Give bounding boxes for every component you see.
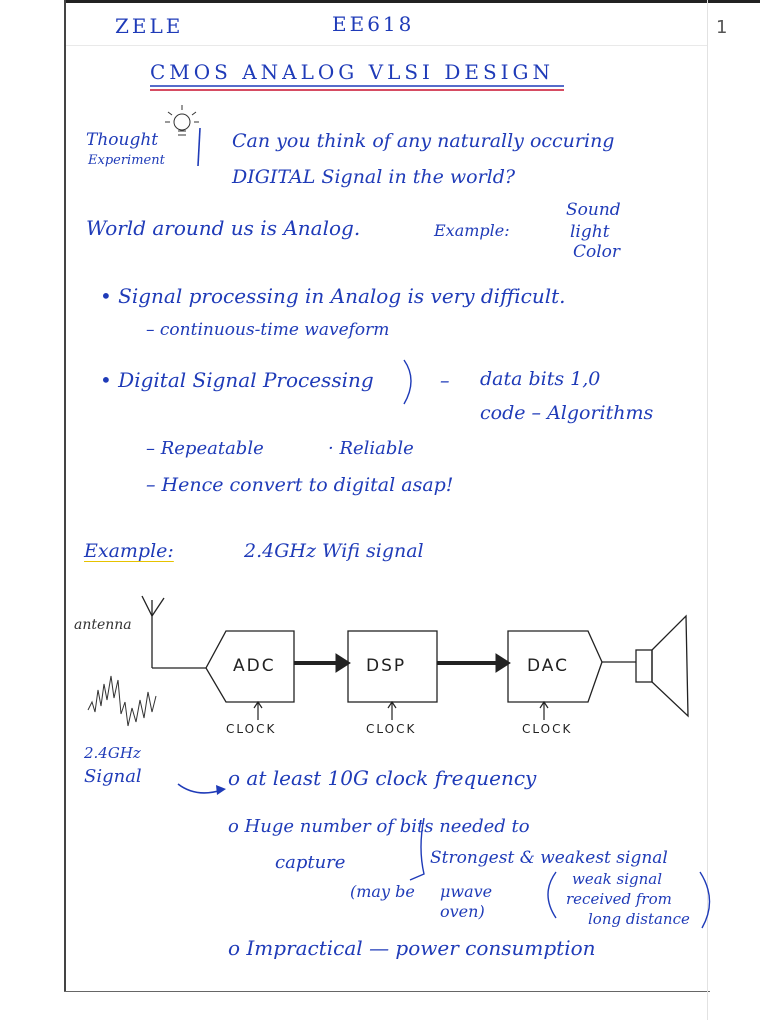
arrow-dsp-dac <box>437 654 510 672</box>
note-microwave: μwave <box>440 882 493 901</box>
lightbulb-icon <box>165 105 199 135</box>
bracket-weak-left <box>548 872 556 918</box>
bracket-weak-right <box>700 872 710 928</box>
signal-label: Signal <box>84 766 142 787</box>
note-weak-line-1: weak signal <box>572 870 663 888</box>
example-color: Color <box>573 242 621 262</box>
thought-question-line-2: DIGITAL Signal in the world? <box>232 166 516 188</box>
note-oven: oven) <box>440 902 485 921</box>
header-author: ZELE <box>115 14 184 38</box>
note-strongest-weakest: Strongest & weakest signal <box>430 848 668 868</box>
bullet-convert: – Hence convert to digital asap! <box>146 474 454 496</box>
example-sound: Sound <box>566 200 621 220</box>
adc-label: ADC <box>233 656 276 676</box>
world-example-label: Example: <box>434 221 510 240</box>
note-maybe: (may be <box>350 882 415 901</box>
bullet-analog-sub: – continuous-time waveform <box>146 320 390 340</box>
title-underline <box>150 86 564 90</box>
antenna-label: antenna <box>74 617 132 633</box>
adc-clock-label: CLOCK <box>226 722 277 736</box>
note-weak-line-2: received from <box>566 890 672 908</box>
dac-clock-label: CLOCK <box>522 722 573 736</box>
bullet-analog: • Signal processing in Analog is very difficult. <box>100 284 566 308</box>
signal-waveform-icon <box>88 676 156 726</box>
digital-detail-algorithms: code – Algorithms <box>480 402 654 424</box>
arrow-adc-dsp <box>294 654 350 672</box>
bullet-repeatable: – Repeatable <box>146 438 264 459</box>
example-light: light <box>570 222 610 242</box>
note-clock-frequency: o at least 10G clock frequency <box>228 766 537 790</box>
note-bits-needed: o Huge number of bits needed to <box>228 816 530 837</box>
bullet-digital-dash: – <box>440 370 450 392</box>
page-title: CMOS ANALOG VLSI DESIGN <box>150 60 555 84</box>
dsp-label: DSP <box>366 656 407 676</box>
header-course: EE618 <box>332 12 415 36</box>
digital-detail-bits: data bits 1,0 <box>480 368 601 390</box>
thought-divider <box>198 128 200 166</box>
note-weak-line-3: long distance <box>588 910 690 928</box>
bracket-dsp <box>404 360 411 404</box>
thought-label-1: Thought <box>86 130 159 150</box>
thought-label-2: Experiment <box>88 153 165 168</box>
clock-arrows <box>254 702 548 720</box>
dsp-clock-label: CLOCK <box>366 722 417 736</box>
thought-question-line-1: Can you think of any naturally occuring <box>232 130 615 152</box>
bullet-digital: • Digital Signal Processing <box>100 368 374 392</box>
antenna-icon <box>142 596 206 668</box>
speaker-icon <box>602 616 688 716</box>
signal-arrow-icon <box>178 784 222 793</box>
example-wifi: 2.4GHz Wifi signal <box>244 540 424 562</box>
world-statement: World around us is Analog. <box>86 216 361 240</box>
note-capture: capture <box>275 852 346 873</box>
signal-label-freq: 2.4GHz <box>84 744 141 762</box>
bullet-reliable: · Reliable <box>328 438 414 459</box>
page-number: 1 <box>716 17 728 38</box>
dac-label: DAC <box>527 656 569 676</box>
example-label: Example: <box>84 540 174 562</box>
note-impractical: o Impractical — power consumption <box>228 936 596 960</box>
